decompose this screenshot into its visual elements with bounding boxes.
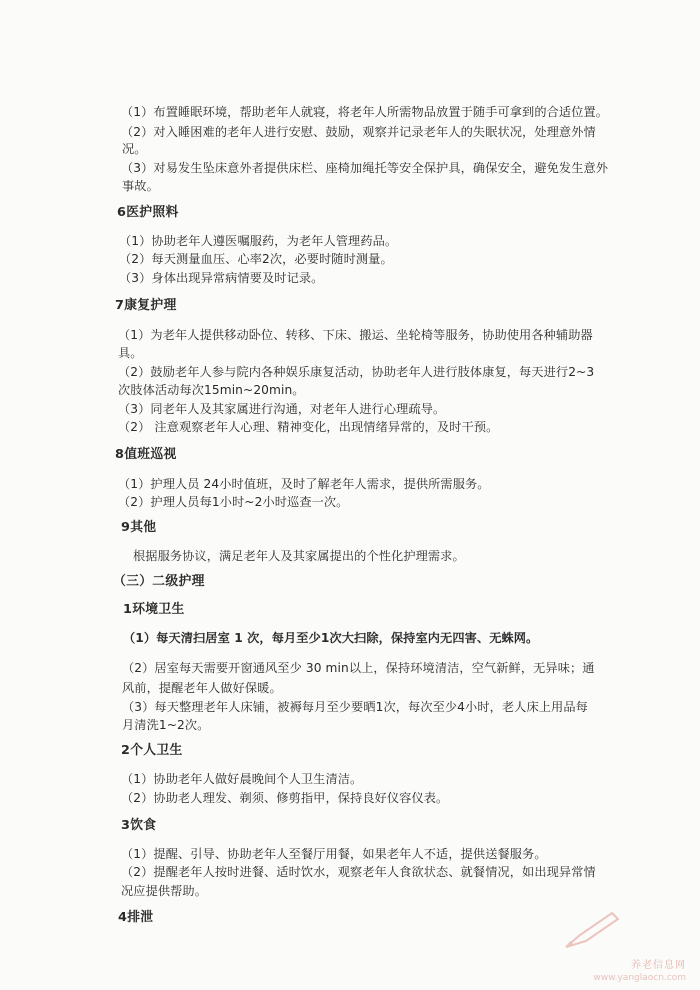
watermark [593,960,686,984]
body-line: （3）身体出现异常病情要及时记录。 [119,271,324,285]
body-line: （2） 注意观察老年人心理、精神变化，出现情绪异常的，及时干预。 [118,420,499,434]
section-heading: 1环境卫生 [123,602,185,617]
body-line: （1）布置睡眠环境，帮助老年人就寝，将老年人所需物品放置于随手可拿到的合适位置。 [121,105,609,119]
body-line: （2）每天测量血压、心率2次，必要时随时测量。 [119,252,393,266]
section-heading: 8值班巡视 [115,447,177,462]
section-heading: 6医护照料 [117,205,179,220]
body-line: （1）协助老年人做好晨晚间个人卫生清洁。 [121,772,363,786]
body-line: （1）为老年人提供移动卧位、转移、下床、搬运、坐轮椅等服务，协助使用各种辅助器 [118,328,593,342]
body-line: （2）对入睡困难的老年人进行安慰、鼓励，观察并记录老年人的失眠状况，处理意外情 [121,125,596,139]
body-line: 次肢体活动每次15min~20min。 [118,383,305,397]
body-line: （2）护理人员每1小时~2小时巡查一次。 [118,495,349,509]
section-heading: 3饮食 [121,818,157,833]
body-line: （1）每天清扫居室 1 次，每月至少1次大扫除，保持室内无四害、无蛛网。 [123,631,539,645]
body-line: （1）护理人员 24小时值班，及时了解老年人需求，提供所需服务。 [118,477,490,491]
body-line: 况。 [122,142,147,156]
body-line: （2）协助老人理发、剃须、修剪指甲，保持良好仪容仪表。 [121,791,449,805]
body-line: （3）同老年人及其家属进行沟通，对老年人进行心理疏导。 [118,402,446,416]
pencil-icon [560,905,624,953]
body-line: 月清洗1~2次。 [122,718,210,732]
body-line: （1）提醒、引导、协助老年人至餐厅用餐，如果老年人不适，提供送餐服务。 [121,847,547,861]
body-line: （2）鼓励老年人参与院内各种娱乐康复活动，协助老年人进行肢体康复，每天进行2~3 [118,365,595,379]
body-line: 事故。 [122,179,159,193]
watermark-logo: 养老信息网 [631,960,686,971]
body-line: 况应提供帮助。 [121,884,208,898]
body-line: （2）提醒老年人按时进餐、适时饮水，观察老年人食欲状态、就餐情况，如出现异常情 [121,865,596,879]
body-line: 风前，提醒老年人做好保暖。 [122,681,282,695]
section-heading: 2个人卫生 [121,743,183,758]
section-heading: 7康复护理 [115,298,177,313]
section-heading: （三）二级护理 [113,574,205,589]
body-line: （3）每天整理老年人床铺，被褥每月至少要晒1次，每次至少4小时，老人床上用品每 [122,700,588,714]
section-heading: 4排泄 [118,910,154,925]
body-line: （1）协助老年人遵医嘱服药，为老年人管理药品。 [119,234,398,248]
body-line: 具。 [118,346,143,360]
body-line: （2）居室每天需要开窗通风至少 30 min以上，保持环境清洁，空气新鲜，无异味；通 [122,661,595,675]
section-heading: 9其他 [121,520,157,535]
body-line: （3）对易发生坠床意外者提供床栏、座椅加绳托等安全保护具，确保安全，避免发生意外 [121,161,609,175]
watermark-url: www.yanglaocn.com [593,973,686,983]
body-line: 根据服务协议，满足老年人及其家属提出的个性化护理需求。 [133,549,465,563]
